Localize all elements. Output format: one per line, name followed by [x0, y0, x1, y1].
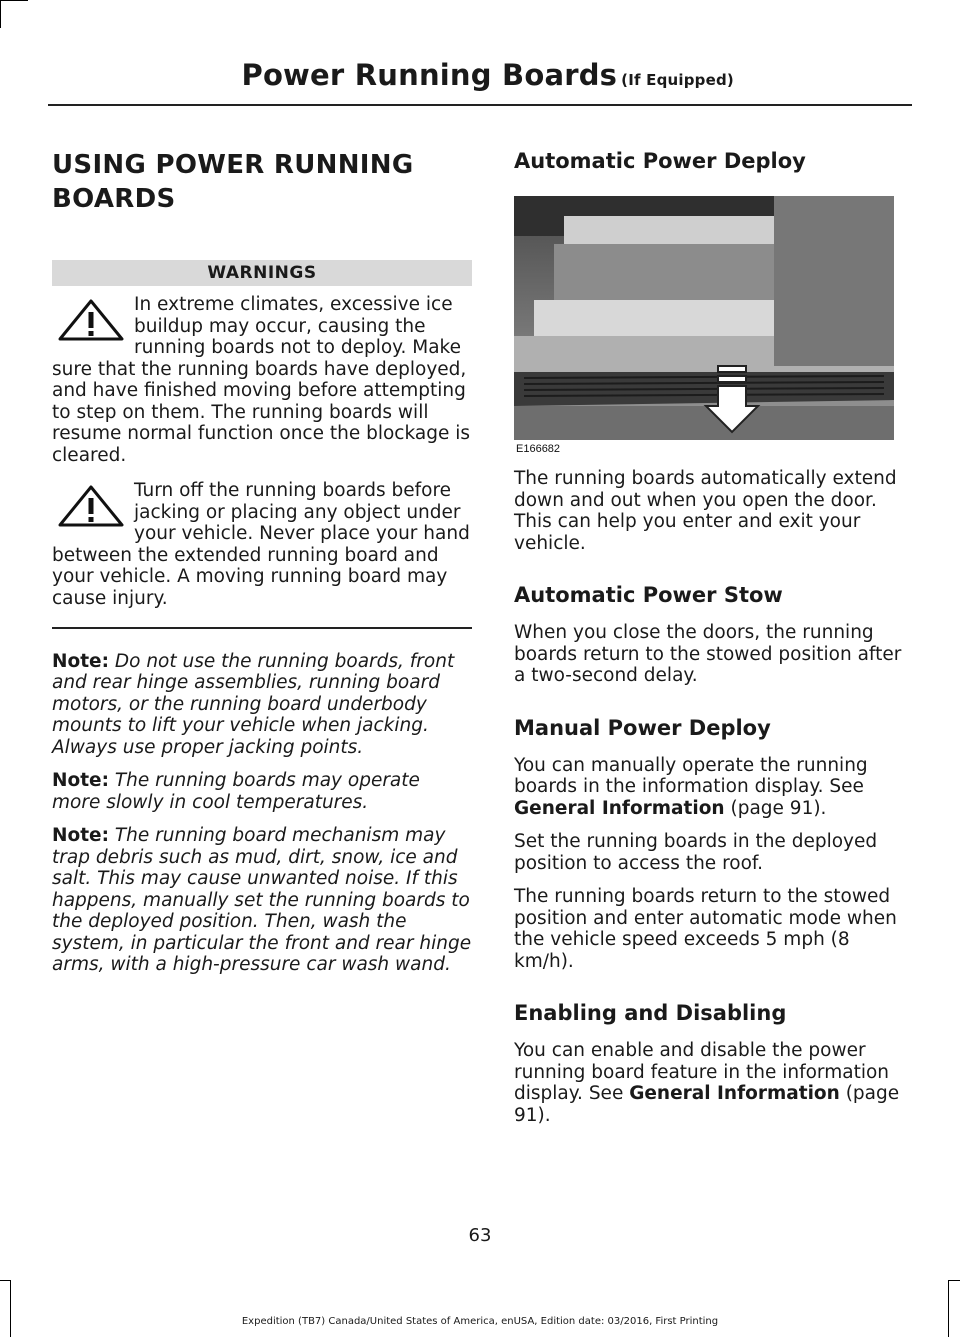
- title-text: Power Running Boards: [241, 58, 618, 92]
- enable-paragraph: [514, 1040, 909, 1126]
- warning-text: In extreme climates, excessive ice buildup may occur, causing the running boards not to deploy. Make sure that the running boards have deployed, and have finished moving before attempting to step on them. The running boards will resume normal function once the blockage is cleared.: [52, 294, 470, 466]
- note-text: Do not use the running boards, front and rear hinge assemblies, running board motors, or the running board underbody mounts to lift your vehicle when jacking. Always use proper jacking points.: [52, 650, 455, 758]
- crop-mark: [0, 1280, 10, 1281]
- note-text: The running board mechanism may trap debris such as mud, dirt, snow, ice and salt. This may cause unwanted noise. If this happens, manually set the running boards to the deployed position. Then, wash the system, in particular the front and rear hinge arms, with a high-pressure car wash wand.: [52, 825, 472, 975]
- note-label: Note:: [52, 770, 109, 791]
- edition-line: Expedition (TB7) Canada/United States of America, enUSA, Edition date: 03/2016, First Printing: [241, 1316, 719, 1327]
- crop-mark: [0, 0, 28, 1]
- manual-text: You can manually operate the running boards in the information display. See: [514, 754, 868, 797]
- image-code: E166682: [516, 443, 561, 454]
- manual-paragraph: Set the running boards in the deployed position to access the roof.: [514, 831, 878, 874]
- subsection-heading: Automatic Power Deploy: [514, 149, 806, 173]
- running-board-photo: [514, 196, 894, 454]
- subsection-heading: Manual Power Deploy: [514, 715, 771, 740]
- enable-page-ref: (page 91).: [514, 1083, 900, 1126]
- crop-mark: [10, 1280, 11, 1337]
- note-paragraph: [52, 825, 472, 976]
- right-column: [514, 148, 909, 1126]
- warnings-rule: [52, 627, 472, 629]
- note-text: The running boards may operate more slowly in cool temperatures.: [52, 770, 420, 813]
- page-number: 63: [468, 1225, 492, 1246]
- manual-paragraph: The running boards return to the stowed position and enter automatic mode when the vehicle speed exceeds 5 mph (8 km/h).: [514, 886, 897, 972]
- note-paragraph: [52, 770, 472, 813]
- manual-paragraph: [514, 755, 909, 820]
- warning-text: Turn off the running boards before jacking or placing any object under your vehicle. Never place your hand between the extended running board and your vehicle. A moving running board may cause injury.: [52, 480, 470, 609]
- general-information-link[interactable]: General Information: [629, 1083, 840, 1104]
- warnings-header: WARNINGS: [52, 260, 472, 286]
- enable-text: You can enable and disable the power running board feature in the information display. See: [514, 1040, 890, 1104]
- deploy-paragraph: The running boards automatically extend down and out when you open the door. This can help you enter and exit your vehicle.: [514, 468, 897, 554]
- manual-page-ref: (page 91).: [724, 797, 827, 819]
- crop-mark: [948, 1280, 949, 1337]
- warning-triangle-icon: [56, 298, 126, 342]
- running-board-illustration: [514, 196, 894, 454]
- title-subtitle: (If Equipped): [621, 71, 734, 89]
- general-information-link[interactable]: General Information: [514, 797, 725, 819]
- left-column: [52, 148, 472, 976]
- subsection-heading: Automatic Power Stow: [514, 583, 783, 607]
- crop-mark: [0, 0, 1, 28]
- note-paragraph: [52, 651, 472, 759]
- crop-mark: [948, 1280, 960, 1281]
- warning-item: [52, 480, 472, 609]
- section-heading: USING POWER RUNNING BOARDS: [52, 150, 414, 214]
- note-label: Note:: [52, 650, 109, 672]
- header-rule: [48, 104, 912, 106]
- note-label: Note:: [52, 825, 109, 846]
- subsection-heading: Enabling and Disabling: [514, 1001, 787, 1025]
- warning-triangle-icon: [56, 484, 126, 528]
- warning-item: [52, 294, 472, 466]
- page-title: [241, 58, 734, 92]
- stow-paragraph: When you close the doors, the running boards return to the stowed position after a two-second delay.: [514, 622, 902, 686]
